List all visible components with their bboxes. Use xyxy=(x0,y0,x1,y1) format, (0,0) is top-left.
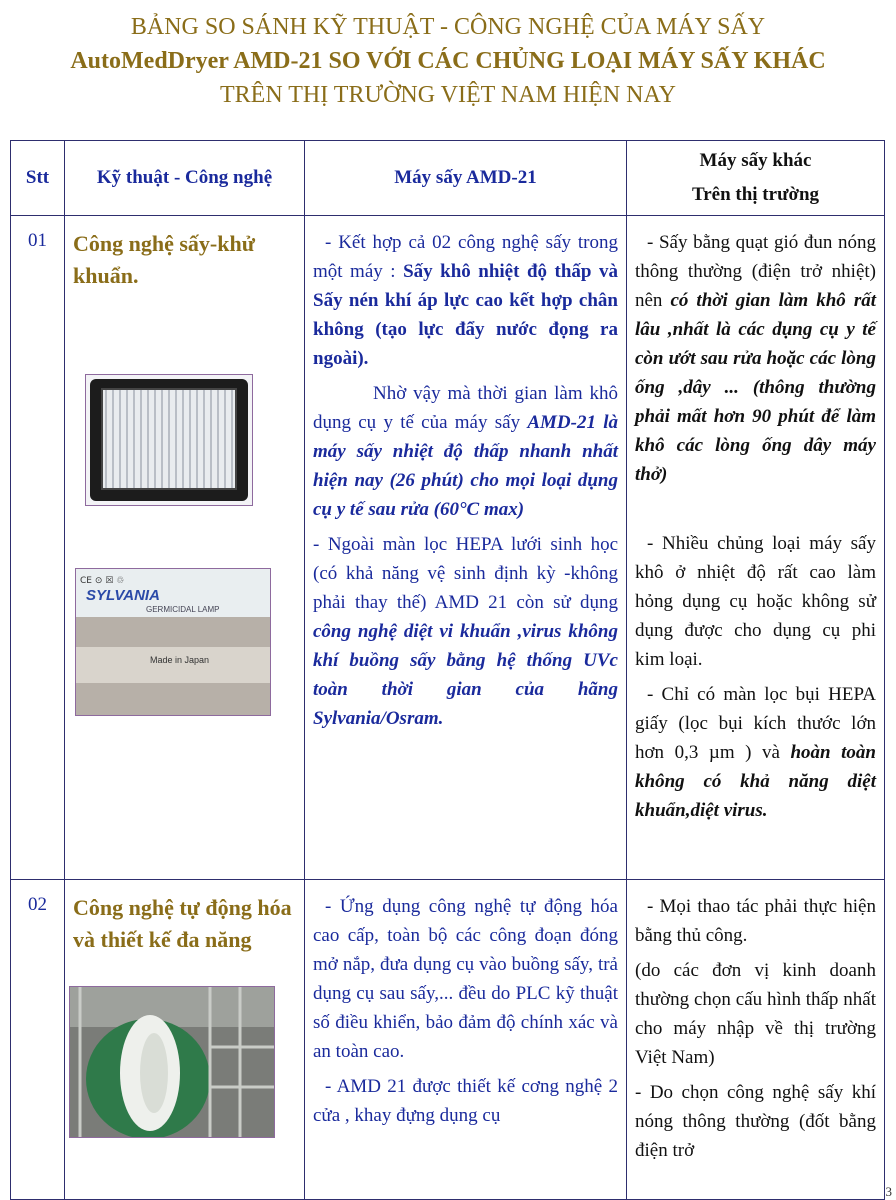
other-highlight: có thời gian làm khô rất lâu ,nhất là các dụng cụ y tế còn ướt sau rửa hoặc các lòng ống ,dây ... (thông thường phải mất hơn 90 phút để làm khô các lòng ống dây máy thở) xyxy=(635,290,876,485)
amd-paragraph-1 xyxy=(313,228,618,373)
lamp-subtitle: GERMICIDAL LAMP xyxy=(146,605,220,614)
amd-cell xyxy=(305,216,627,880)
amd-highlight: Sấy khô nhiệt độ thấp và Sấy nén khí áp lực cao kết hợp chân không (tạo lực đẩy nước đọng ra ngoài). xyxy=(313,261,618,369)
other-text: - Sấy bằng quạt gió đun nóng thông thường (điện trở nhiệt) nên xyxy=(635,232,876,311)
other-paragraph-2: - Nhiều chủng loại máy sấy khô ở nhiệt độ rất cao làm hỏng dụng cụ hoặc không sử dụng được cho dụng cụ phi kim loại. xyxy=(635,533,876,670)
tech-cell xyxy=(65,216,305,880)
amd-paragraph-2 xyxy=(313,379,618,524)
svg-text:CE ⊙ ☒ ♲: CE ⊙ ☒ ♲ xyxy=(80,576,125,586)
dryer-interior-image xyxy=(69,986,275,1138)
title-line-1: BẢNG SO SÁNH KỸ THUẬT - CÔNG NGHỆ CỦA MÁY SẤY xyxy=(130,14,766,40)
other-paragraph-3: - Do chọn công nghệ sấy khí nóng thông thường (đốt bằng điện trở xyxy=(635,1082,876,1161)
comparison-table xyxy=(10,140,885,1200)
lamp-made-in: Made in Japan xyxy=(150,655,210,665)
row-number: 02 xyxy=(11,880,65,1200)
header-other-line1: Máy sấy khác xyxy=(699,150,812,171)
header-amd: Máy sấy AMD-21 xyxy=(305,141,627,216)
row-number: 01 xyxy=(11,216,65,880)
header-stt: Stt xyxy=(11,141,65,216)
other-paragraph-1: - Mọi thao tác phải thực hiện bằng thủ công. xyxy=(635,896,876,946)
table-header-row xyxy=(11,141,885,216)
other-paragraph-3 xyxy=(635,680,876,825)
header-other xyxy=(627,141,885,216)
tech-cell xyxy=(65,880,305,1200)
amd-highlight: AMD-21 là máy sấy nhiệt độ thấp nhanh nhất hiện nay (26 phút) cho mọi loại dụng cụ y tế sau rửa (60°C max) xyxy=(313,412,618,520)
tech-label: Công nghệ tự động hóa và thiết kế đa năng xyxy=(73,895,292,952)
other-cell xyxy=(627,216,885,880)
amd-paragraph-3 xyxy=(313,530,618,733)
header-other-line2: Trên thị trường xyxy=(691,184,820,205)
amd-text: - Ngoài màn lọc HEPA lưới sinh học (có khả năng vệ sinh định kỳ -không phải thay thế) AMD 21 còn sử dụng xyxy=(313,534,618,613)
amd-text: - Kết hợp cả 02 công nghệ sấy trong một máy : xyxy=(313,232,618,282)
amd-paragraph-2: - AMD 21 được thiết kế cơng nghệ 2 cửa , khay đựng dụng cụ xyxy=(313,1076,618,1126)
lamp-brand: SYLVANIA xyxy=(86,587,160,604)
amd-highlight: công nghệ diệt vi khuẩn ,virus không khí buồng sấy bằng hệ thống UVc toàn thời gian của hãng Sylvania/Osram. xyxy=(313,621,618,729)
title-line-3: TRÊN THỊ TRƯỜNG VIỆT NAM HIỆN NAY xyxy=(220,82,676,108)
table-row xyxy=(11,216,885,880)
other-text: - Chỉ có màn lọc bụi HEPA giấy (lọc bụi kích thước lớn hơn 0,3 µm ) và xyxy=(635,684,876,763)
hepa-filter-graphic xyxy=(86,375,252,505)
hepa-filter-image xyxy=(85,374,253,506)
tech-label: Công nghệ sấy-khử khuẩn. xyxy=(73,231,255,288)
other-paragraph-2: (do các đơn vị kinh doanh thường chọn cấu hình thấp nhất cho máy nhập về thị trường Việt Nam) xyxy=(635,960,876,1068)
table-row xyxy=(11,880,885,1200)
uv-lamp-image xyxy=(75,568,271,716)
dryer-interior-graphic xyxy=(70,987,274,1137)
other-paragraph-1 xyxy=(635,228,876,489)
other-cell xyxy=(627,880,885,1200)
amd-text: Nhờ vậy mà thời gian làm khô dụng cụ y tế của máy sấy xyxy=(313,383,618,433)
header-tech: Kỹ thuật - Công nghệ xyxy=(65,141,305,216)
title-line-2: AutoMedDryer AMD-21 SO VỚI CÁC CHỦNG LOẠI MÁY SẤY KHÁC xyxy=(70,48,826,74)
amd-paragraph-1: - Ứng dụng công nghệ tự động hóa cao cấp, toàn bộ các công đoạn đóng mở nắp, đưa dụng cụ vào buồng sấy, trả dụng cụ sau sấy,... đều do PLC kỹ thuật số điều khiển, bảo đảm độ chính xác và an toàn cao. xyxy=(313,896,618,1062)
page-number: 3 xyxy=(885,1184,892,1199)
other-highlight: hoàn toàn không có khả năng diệt khuẩn,diệt virus. xyxy=(635,742,876,821)
amd-cell xyxy=(305,880,627,1200)
